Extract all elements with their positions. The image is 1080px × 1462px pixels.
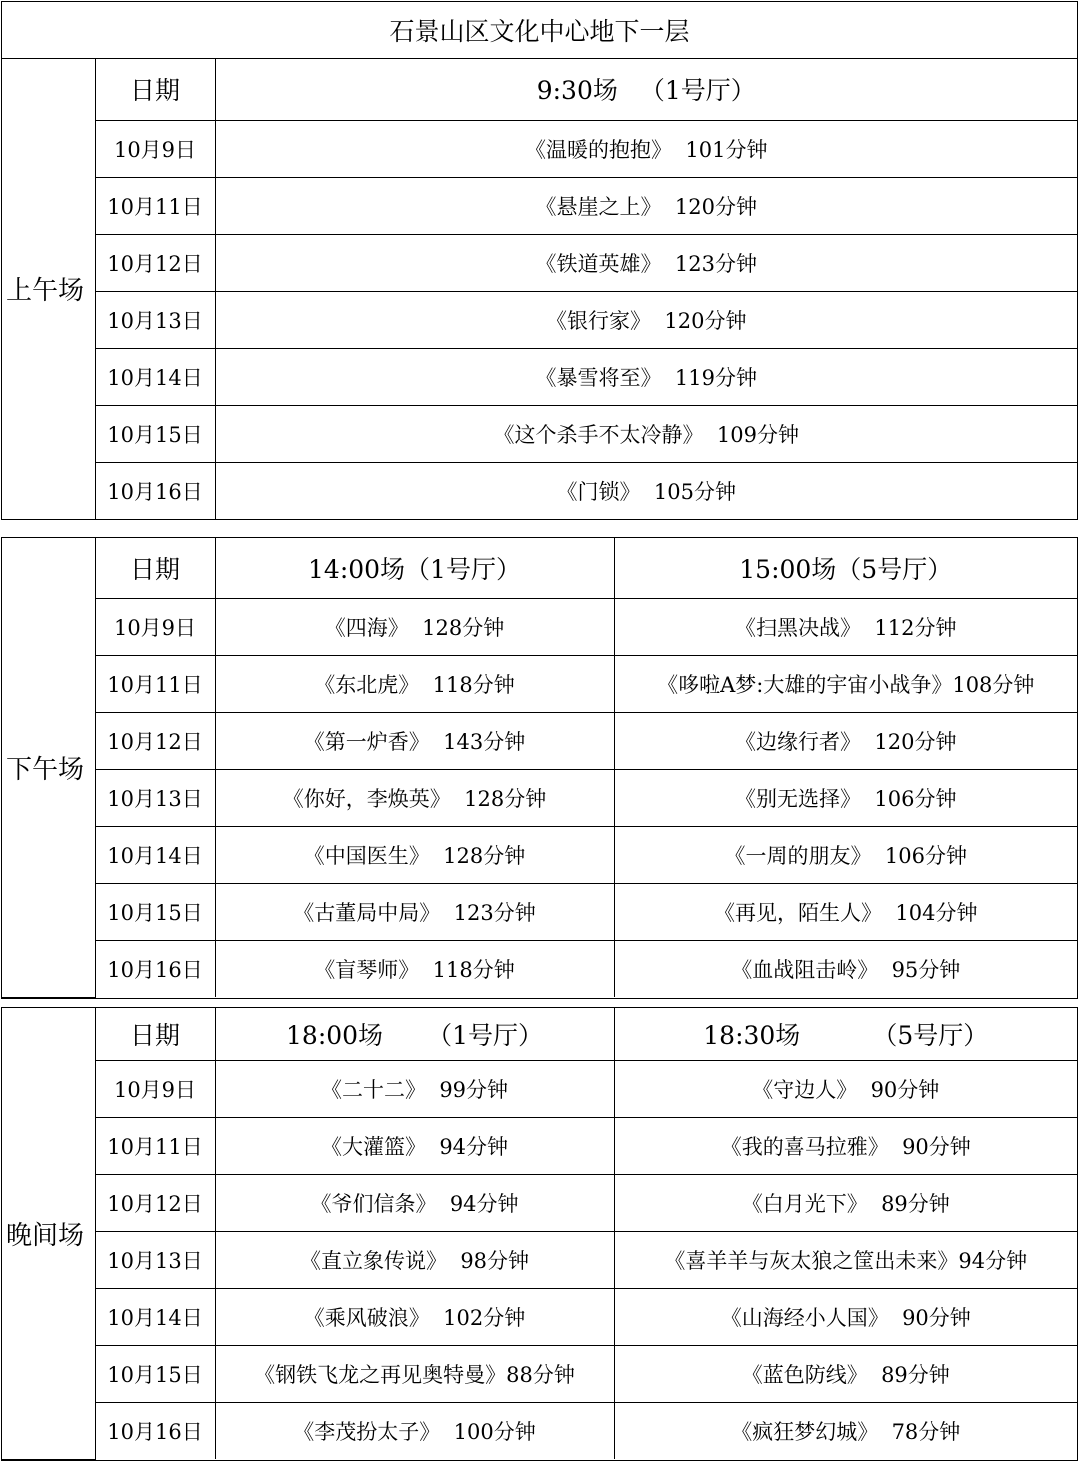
date-cell: 10月12日 (95, 712, 215, 769)
date-cell: 10月9日 (95, 598, 215, 655)
film-cell: 《古董局中局》 123分钟 (215, 883, 614, 940)
session-label-afternoon: 下午场 (2, 538, 95, 997)
film-cell: 《喜羊羊与灰太狼之筐出未来》94分钟 (614, 1231, 1077, 1288)
morning-schedule-table (1, 1, 1078, 520)
film-cell: 《蓝色防线》 89分钟 (614, 1345, 1077, 1402)
film-cell: 《温暖的抱抱》 101分钟 (215, 120, 1077, 177)
film-cell: 《中国医生》 128分钟 (215, 826, 614, 883)
date-cell: 10月15日 (95, 1345, 215, 1402)
date-cell: 10月9日 (95, 1060, 215, 1117)
date-cell: 10月12日 (95, 1174, 215, 1231)
date-cell: 10月11日 (95, 1117, 215, 1174)
film-cell: 《血战阻击岭》 95分钟 (614, 940, 1077, 997)
film-cell: 《别无选择》 106分钟 (614, 769, 1077, 826)
screening-header-1830: 18:30场 （5号厅） (614, 1008, 1077, 1060)
screening-header-1500: 15:00场（5号厅） (614, 538, 1077, 598)
film-cell: 《钢铁飞龙之再见奥特曼》88分钟 (215, 1345, 614, 1402)
film-cell: 《东北虎》 118分钟 (215, 655, 614, 712)
film-cell: 《边缘行者》 120分钟 (614, 712, 1077, 769)
film-cell: 《我的喜马拉雅》 90分钟 (614, 1117, 1077, 1174)
date-column-header: 日期 (95, 1008, 215, 1060)
date-cell: 10月15日 (95, 883, 215, 940)
film-cell: 《直立象传说》 98分钟 (215, 1231, 614, 1288)
film-cell: 《你好，李焕英》 128分钟 (215, 769, 614, 826)
film-cell: 《盲琴师》 118分钟 (215, 940, 614, 997)
date-cell: 10月11日 (95, 177, 215, 234)
screening-header-1400: 14:00场（1号厅） (215, 538, 614, 598)
session-label-morning: 上午场 (2, 58, 95, 519)
film-cell: 《乘风破浪》 102分钟 (215, 1288, 614, 1345)
film-cell: 《四海》 128分钟 (215, 598, 614, 655)
date-cell: 10月12日 (95, 234, 215, 291)
afternoon-schedule-table (1, 537, 1078, 999)
date-cell: 10月14日 (95, 348, 215, 405)
date-cell: 10月13日 (95, 1231, 215, 1288)
film-cell: 《铁道英雄》 123分钟 (215, 234, 1077, 291)
film-cell: 《银行家》 120分钟 (215, 291, 1077, 348)
film-cell: 《大灌篮》 94分钟 (215, 1117, 614, 1174)
film-cell: 《山海经小人国》 90分钟 (614, 1288, 1077, 1345)
date-cell: 10月9日 (95, 120, 215, 177)
film-cell: 《哆啦A梦:大雄的宇宙小战争》108分钟 (614, 655, 1077, 712)
date-cell: 10月11日 (95, 655, 215, 712)
film-cell: 《门锁》 105分钟 (215, 462, 1077, 519)
screening-header-0930: 9:30场 （1号厅） (215, 58, 1077, 120)
date-cell: 10月16日 (95, 462, 215, 519)
film-cell: 《守边人》 90分钟 (614, 1060, 1077, 1117)
date-cell: 10月16日 (95, 1402, 215, 1459)
film-cell: 《白月光下》 89分钟 (614, 1174, 1077, 1231)
film-cell: 《悬崖之上》 120分钟 (215, 177, 1077, 234)
film-cell: 《一周的朋友》 106分钟 (614, 826, 1077, 883)
date-cell: 10月16日 (95, 940, 215, 997)
film-cell: 《这个杀手不太冷静》 109分钟 (215, 405, 1077, 462)
film-cell: 《二十二》 99分钟 (215, 1060, 614, 1117)
date-column-header: 日期 (95, 538, 215, 598)
film-cell: 《再见，陌生人》 104分钟 (614, 883, 1077, 940)
film-cell: 《爷们信条》 94分钟 (215, 1174, 614, 1231)
evening-schedule-table (1, 1007, 1078, 1461)
date-column-header: 日期 (95, 58, 215, 120)
film-cell: 《李茂扮太子》 100分钟 (215, 1402, 614, 1459)
page-title: 石景山区文化中心地下一层 (2, 2, 1077, 58)
date-cell: 10月13日 (95, 291, 215, 348)
date-cell: 10月13日 (95, 769, 215, 826)
screening-header-1800: 18:00场 （1号厅） (215, 1008, 614, 1060)
date-cell: 10月15日 (95, 405, 215, 462)
film-cell: 《第一炉香》 143分钟 (215, 712, 614, 769)
session-label-evening: 晚间场 (2, 1008, 95, 1459)
film-cell: 《疯狂梦幻城》 78分钟 (614, 1402, 1077, 1459)
film-cell: 《暴雪将至》 119分钟 (215, 348, 1077, 405)
date-cell: 10月14日 (95, 1288, 215, 1345)
film-cell: 《扫黑决战》 112分钟 (614, 598, 1077, 655)
date-cell: 10月14日 (95, 826, 215, 883)
